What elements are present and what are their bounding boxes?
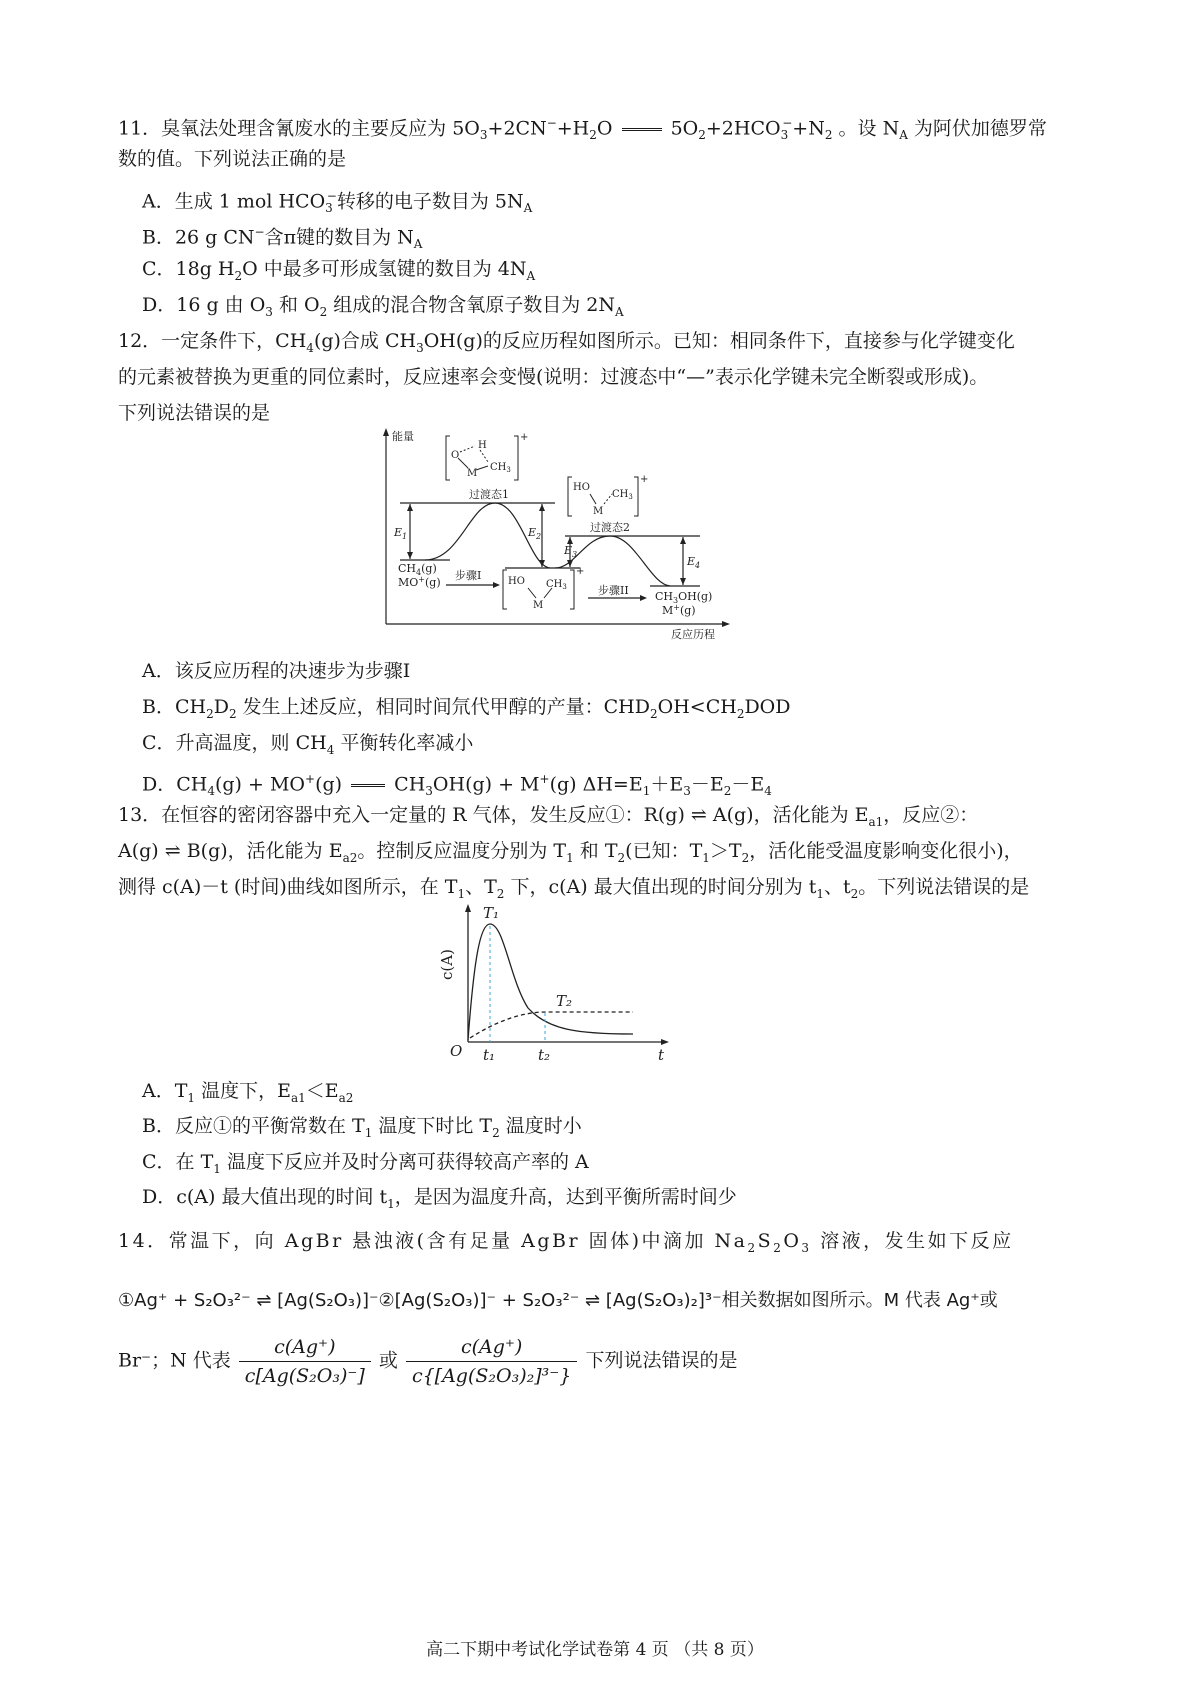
q14-stem-line1: 14．常温下，向 AgBr 悬浊液(含有足量 AgBr 固体)中滴加 $Na_2S_2O_3$ 溶液，发生如下反应 xyxy=(118,1230,1014,1255)
t1-tick-label: t₁ xyxy=(483,1046,496,1064)
q13-option-c: C．在 $T_1$ 温度下反应并及时分离可获得较高产率的 A xyxy=(142,1151,589,1176)
q11-stem-line1: 11．臭氧法处理含氰废水的主要反应为 $5O_3+2CN^-+H_2O$ $5O_2+2HCO_3^-+N_2$ 。设 $N_A$ 为阿伏加德罗常 xyxy=(118,116,1047,143)
step-2-label: 步骤II xyxy=(598,584,629,597)
q13-option-d: D．c(A) 最大值出现的时间 $t_1$，是因为温度升高，达到平衡所需时间少 xyxy=(142,1186,737,1211)
svg-text:M: M xyxy=(467,468,478,479)
t2-tick-label: t₂ xyxy=(538,1046,551,1064)
t1-curve-label: T₁ xyxy=(483,904,500,922)
q12-stem-line2: 的元素被替换为更重的同位素时，反应速率会变慢(说明：过渡态中“—”表示化学键未完全断裂或形成)。 xyxy=(118,366,989,388)
svg-text:HO: HO xyxy=(573,482,590,493)
svg-text:CH3: $CH_3$ xyxy=(546,579,567,591)
q11-stem-line2: 数的值。下列说法正确的是 xyxy=(118,148,347,170)
step-1-label: 步骤I xyxy=(455,569,482,582)
q12-stem-line1: 12．一定条件下，$CH_4(g)$合成 $CH_3OH(g)$的反应历程如图所示。已知：相同条件下，直接参与化学键变化 xyxy=(118,330,1015,355)
svg-text:+: + xyxy=(576,566,585,577)
origin-label: O xyxy=(450,1042,463,1060)
svg-text:O: O xyxy=(451,450,460,461)
q11-option-b: B．26 g CN−含π键的数目为 $N_A$ xyxy=(142,225,423,252)
q14-definition-line: Br⁻；N 代表 $\frac{c(Ag^+)}{\text{c[Ag(S₂O₃)⁻]}}$ 或 $\frac{c(Ag^+)}{\text{c\{[Ag(S₂O₃)₂]³⁻\}}}$ 下列说法错误的是 xyxy=(118,1336,738,1387)
svg-text:E1: $E_1$ xyxy=(394,526,408,541)
q12-option-a: A．该反应历程的决速步为步骤I xyxy=(142,660,411,682)
energy-axis-label: 能量 xyxy=(392,430,414,443)
svg-text:M+(g): M+(g) xyxy=(662,603,696,617)
q12-option-d: D．$CH_4(g) + MO^+(g) CH_3OH(g) + M^+(g)$ $\Delta H=E_1+E_3-E_2-E_4$ xyxy=(142,772,772,799)
q12-option-b: B．$CH_2D_2$ 发生上述反应，相同时间氘代甲醇的产量：$CHD_2OH<CH_2DOD$ xyxy=(142,696,791,721)
svg-text:CH4(g): $CH_4(g)$ xyxy=(398,562,437,577)
concentration-time-graph xyxy=(428,900,688,1070)
svg-text:M: M xyxy=(593,506,604,517)
svg-text:E3: $E_3$ xyxy=(564,544,578,559)
svg-text:H: H xyxy=(478,440,487,451)
q13-stem-line2: A(g) ⇌ B(g)，活化能为 $E_{a2}$。控制反应温度分别为 $T_1$ 和 $T_2$(已知：$T_1>T_2$，活化能受温度影响变化很小)， xyxy=(118,840,1023,865)
reaction-path-axis-label: 反应历程 xyxy=(671,628,715,641)
svg-text:+: + xyxy=(640,474,649,485)
svg-text:CH3: $CH_3$ xyxy=(490,462,511,474)
page-footer: 高二下期中考试化学试卷第 4 页 （共 8 页） xyxy=(426,1640,764,1660)
svg-text:+: + xyxy=(520,432,529,443)
ratio-fraction-2: $\frac{c(Ag^+)}{\text{c\{[Ag(S₂O₃)₂]³⁻\}}}$ xyxy=(406,1336,577,1387)
svg-text:E2: $E_2$ xyxy=(528,526,542,541)
q12-stem-line3: 下列说法错误的是 xyxy=(118,402,271,424)
c-a-axis-label: c(A) xyxy=(438,949,456,980)
transition-state-1-label: 过渡态1 xyxy=(469,488,509,501)
svg-text:MO+(g): MO+(g) xyxy=(398,575,441,589)
q11-option-a: A．生成 1 mol $HCO_3^-$转移的电子数目为 $5N_A$ xyxy=(142,189,533,216)
transition-state-2-label: 过渡态2 xyxy=(590,521,630,534)
q11-option-d: D．16 g 由 $O_3$ 和 $O_2$ 组成的混合物含氧原子数目为 $2N_A$ xyxy=(142,294,624,319)
q13-stem-line3: 测得 c(A)－t (时间)曲线如图所示，在 $T_1$、$T_2$ 下，c(A) 最大值出现的时间分别为 $t_1$、$t_2$。下列说法错误的是 xyxy=(118,876,1030,901)
energy-profile-diagram xyxy=(380,428,800,648)
t2-curve-label: T₂ xyxy=(556,992,573,1010)
svg-text:CH3: $CH_3$ xyxy=(612,489,633,501)
q13-option-a: A．$T_1$ 温度下，$E_{a1}<E_{a2}$ xyxy=(142,1080,354,1105)
svg-text:HO: HO xyxy=(508,576,525,587)
svg-text:CH3OH(g): $CH_3OH(g)$ xyxy=(655,590,713,605)
q13-option-b: B．反应①的平衡常数在 $T_1$ 温度下时比 $T_2$ 温度时小 xyxy=(142,1115,582,1140)
q11-option-c: C．18g $H_2O$ 中最多可形成氢键的数目为 $4N_A$ xyxy=(142,258,536,283)
ratio-fraction-1: $\frac{c(Ag^+)}{\text{c[Ag(S₂O₃)⁻]}}$ xyxy=(239,1336,371,1387)
q12-option-c: C．升高温度，则 $CH_4$ 平衡转化率减小 xyxy=(142,732,474,757)
time-axis-label: t xyxy=(658,1046,665,1064)
svg-text:M: M xyxy=(533,600,544,611)
svg-text:E4: $E_4$ xyxy=(687,555,701,570)
q13-stem-line1: 13．在恒容的密闭容器中充入一定量的 R 气体，发生反应①：R(g) ⇌ A(g)，活化能为 $E_{a1}$，反应②： xyxy=(118,804,979,829)
q14-reactions-line: ①Ag⁺ + S₂O₃²⁻ ⇌ [Ag(S₂O₃)]⁻②[Ag(S₂O₃)]⁻ + S₂O₃²⁻ ⇌ [Ag(S₂O₃)₂]³⁻相关数据如图所示。M 代表 Ag⁺或 xyxy=(118,1290,998,1311)
